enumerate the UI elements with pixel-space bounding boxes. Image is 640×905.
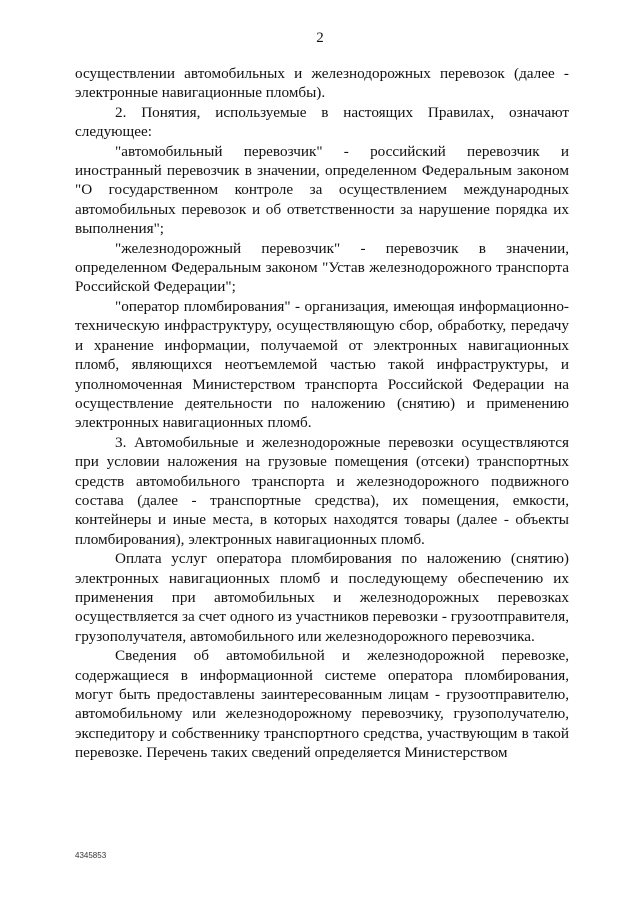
document-body — [75, 64, 569, 763]
document-code: 4345853 — [75, 851, 107, 860]
paragraph-definition-rail-carrier: "железнодорожный перевозчик" - перевозчик в значении, определенном Федеральным законом "Устав железнодорожного транспорта Российской Федерации"; — [75, 239, 569, 296]
paragraph-definition-sealing-operator: "оператор пломбирования" - организация, имеющая информационно-техническую инфраструктуру, осуществляющую сбор, обработку, передачу и хранение информации, получаемой от электронных навигационных пломб, являющихся неотъемлемой частью такой инфраструктуры, и уполномоченная Министерством транспорта Российской Федерации на осуществление деятельности по наложению (снятию) и применению электронных навигационных пломб. — [75, 297, 569, 432]
paragraph-payment: Оплата услуг оператора пломбирования по наложению (снятию) электронных навигационных пломб и последующему обеспечению их применения при автомобильных и железнодорожных перевозках осуществляется за счет одного из участников перевозки - грузоотправителя, грузополучателя, автомобильного или железнодорожного перевозчика. — [75, 550, 569, 645]
paragraph-definition-auto-carrier: "автомобильный перевозчик" - российский перевозчик и иностранный перевозчик в значении, определенном Федеральным законом "О государственном контроле за осуществлением международных автомобильных перевозок и об ответственности за нарушение порядка их выполнения"; — [75, 142, 569, 238]
paragraph-information-access: Сведения об автомобильной и железнодорожной перевозке, содержащиеся в информационной системе оператора пломбирования, могут быть предоставлены заинтересованным лицам - грузоотправителю, автомобильному или железнодорожному перевозчику, грузополучателю, экспедитору и собственнику транспортного средства, участвующим в такой перевозке. Перечень таких сведений определяется Министерством — [75, 647, 569, 762]
paragraph-continuation: осуществлении автомобильных и железнодорожных перевозок (далее - электронные навигационные пломбы). — [75, 65, 569, 102]
paragraph-2-definitions-intro: 2. Понятия, используемые в настоящих Правилах, означают следующее: — [75, 103, 569, 141]
page-number: 2 — [316, 30, 324, 46]
paragraph-3-transport-conditions: 3. Автомобильные и железнодорожные перевозки осуществляются при условии наложения на грузовые помещения (отсеки) транспортных средств автомобильного транспорта и железнодорожного подвижного состава (далее - транспортные средства), их помещения, емкости, контейнеры и иные места, в которых находятся товары (далее - объекты пломбирования), электронных навигационных пломб. — [75, 433, 569, 548]
